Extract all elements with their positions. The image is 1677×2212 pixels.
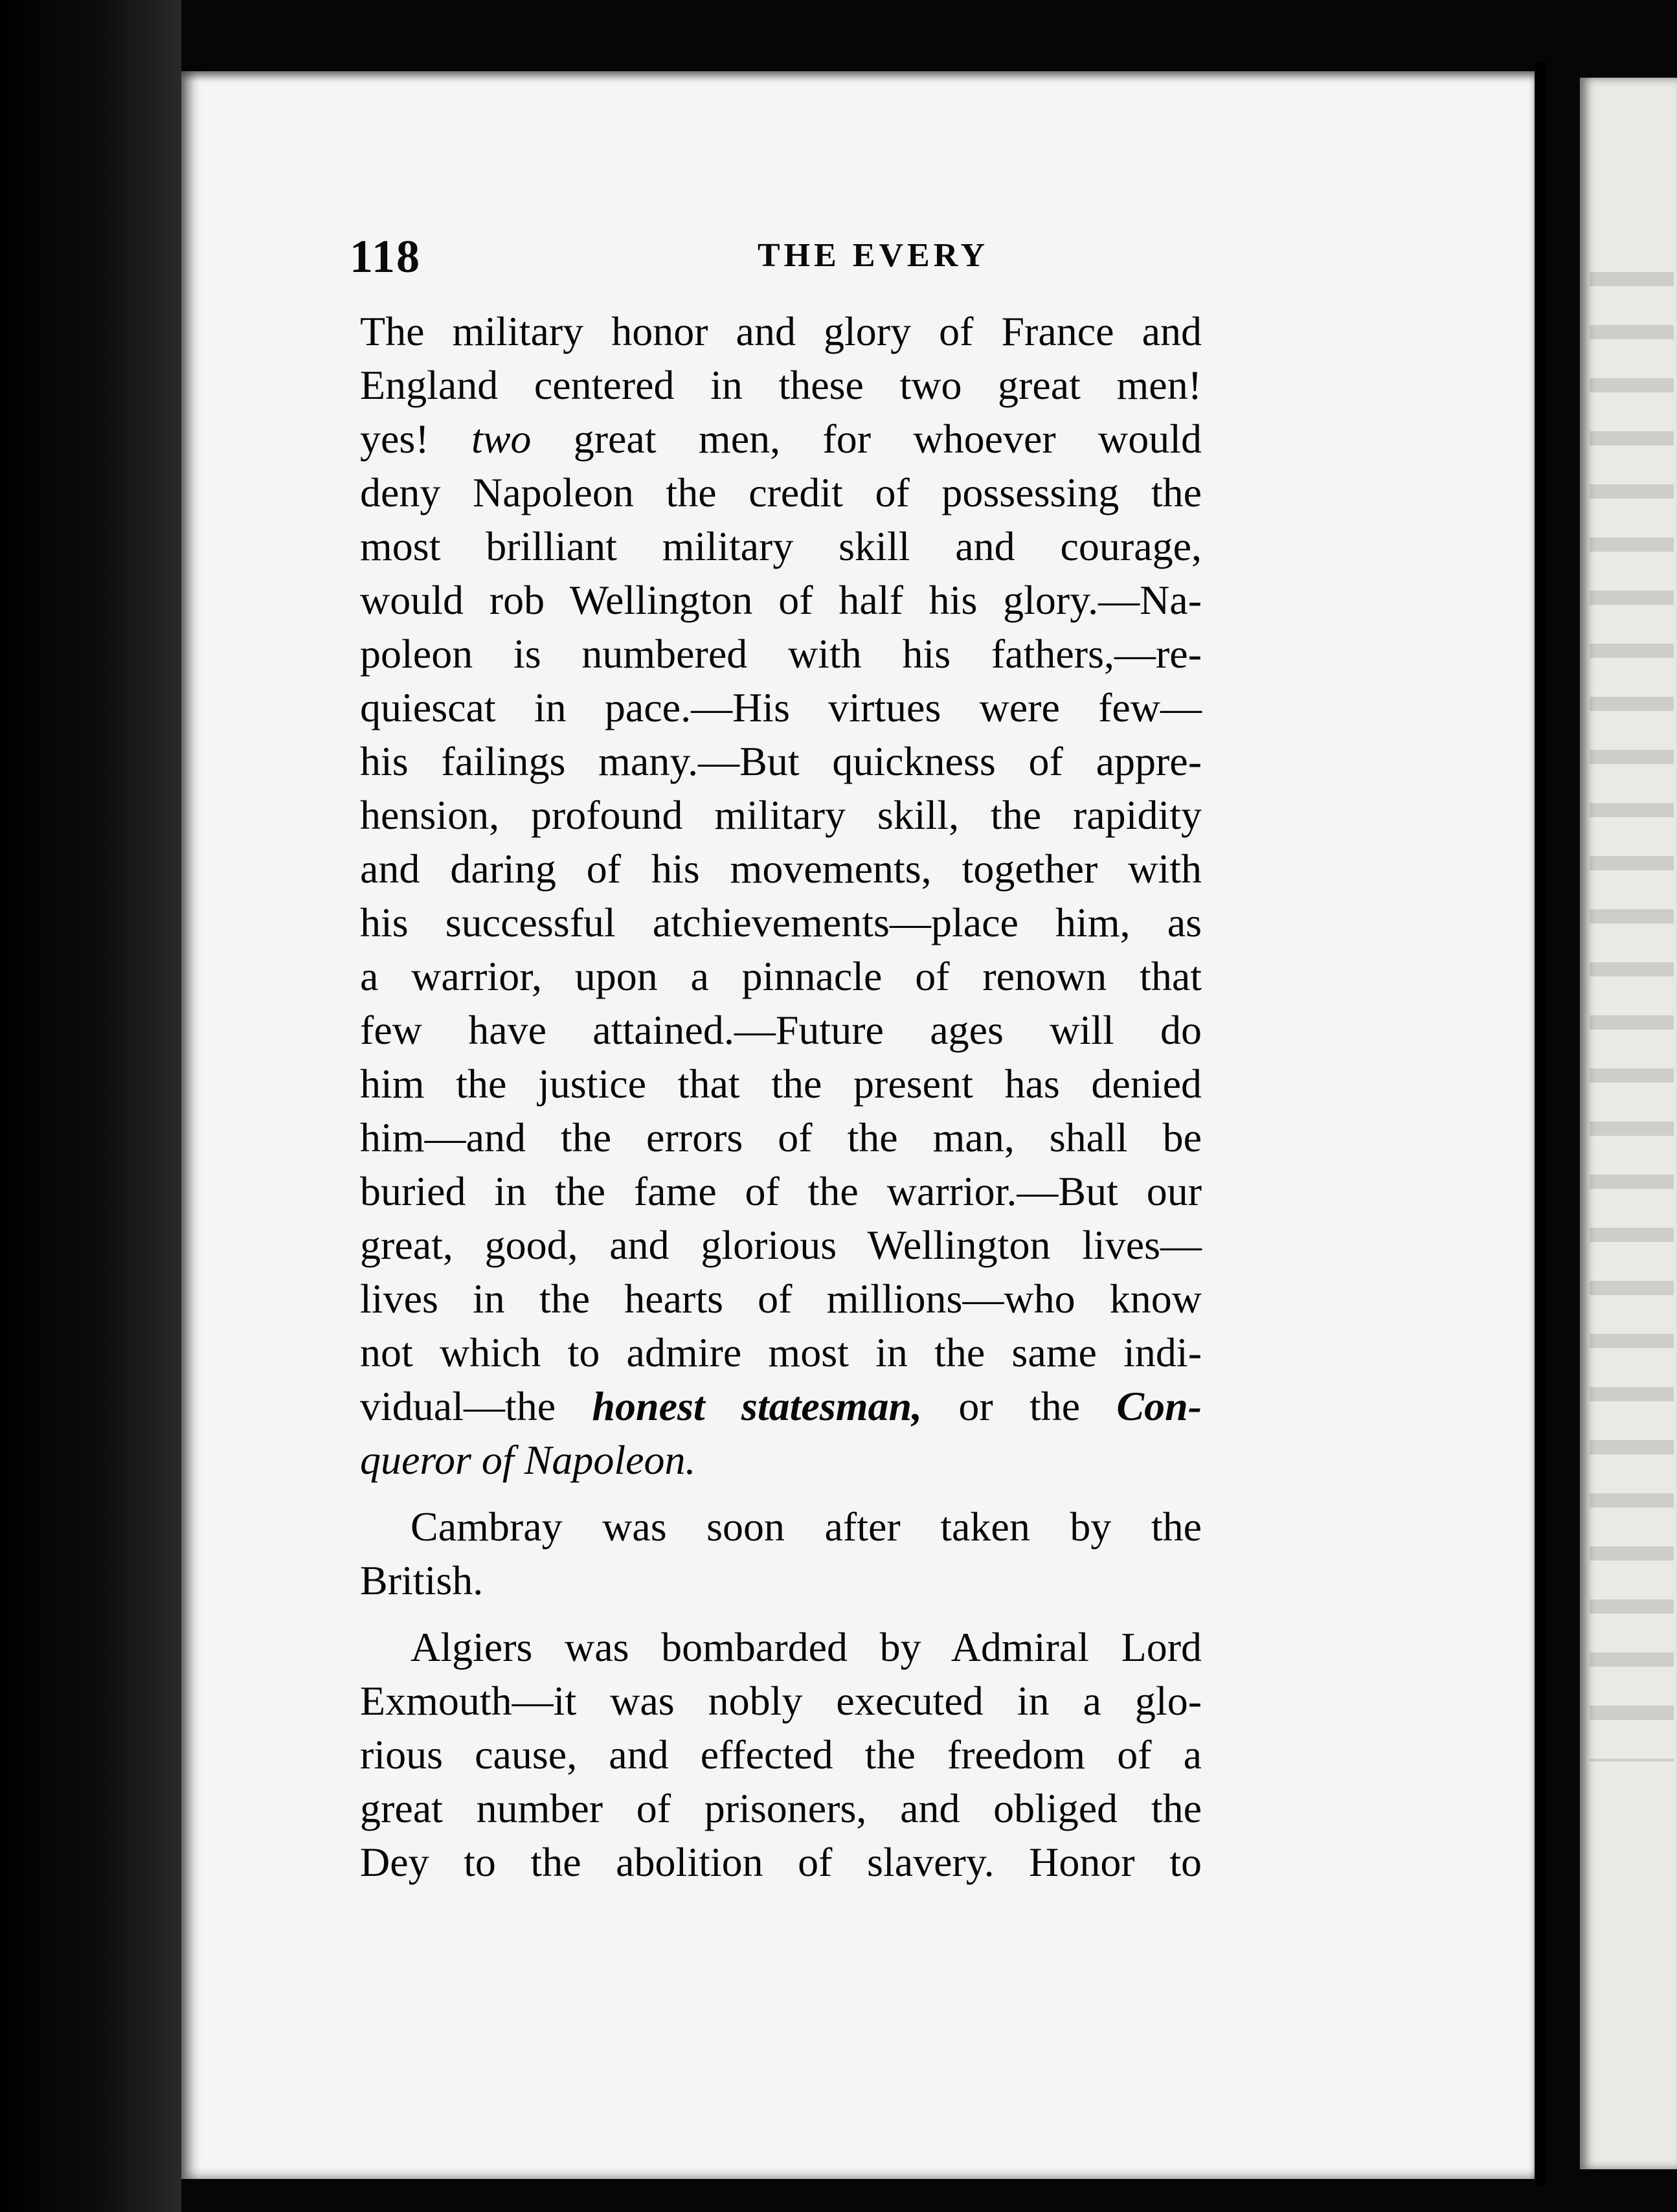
text-line xyxy=(360,627,1202,681)
facing-page-bleed-through xyxy=(1590,272,1674,1761)
text-segment: most brilliant military skill and courage, xyxy=(360,523,1202,569)
text-segment: his successful atchievements—place him, as xyxy=(360,899,1202,945)
text-line xyxy=(360,1781,1202,1835)
text-segment: great men, for whoever would xyxy=(531,416,1202,462)
book-spine-shadow xyxy=(0,0,181,2212)
text-segment: him—and the errors of the man, shall be xyxy=(360,1114,1202,1160)
text-segment: buried in the fame of the warrior.—But our xyxy=(360,1168,1202,1214)
text-line xyxy=(360,1164,1202,1218)
text-line xyxy=(360,1057,1202,1111)
text-line xyxy=(360,1326,1202,1379)
text-line xyxy=(360,1433,1202,1487)
text-segment: and daring of his movements, together with xyxy=(360,846,1202,892)
text-line xyxy=(360,1272,1202,1326)
text-segment: two xyxy=(471,416,532,462)
text-segment: deny Napoleon the credit of possessing the xyxy=(360,469,1202,515)
body-text xyxy=(360,304,1202,1889)
text-line xyxy=(360,519,1202,573)
text-segment: The military honor and glory of France and xyxy=(360,308,1202,354)
text-line xyxy=(360,466,1202,519)
text-line xyxy=(360,304,1202,358)
text-segment: great number of prisoners, and obliged the xyxy=(360,1785,1202,1831)
text-line xyxy=(360,1620,1202,1674)
text-line xyxy=(360,1500,1202,1553)
text-line xyxy=(360,681,1202,734)
text-segment: few have attained.—Future ages will do xyxy=(360,1007,1202,1053)
text-segment: not which to admire most in the same indi- xyxy=(360,1329,1202,1375)
text-segment: Cambray was soon after taken by the xyxy=(411,1504,1202,1550)
text-line xyxy=(360,412,1202,466)
text-segment: him the justice that the present has denied xyxy=(360,1061,1202,1107)
page-gutter-edge xyxy=(1536,62,1546,2185)
text-segment: hension, profound military skill, the rapidity xyxy=(360,792,1202,838)
text-line xyxy=(360,1835,1202,1889)
text-segment: great, good, and glorious Wellington lives— xyxy=(360,1222,1202,1268)
text-segment: Exmouth—it was nobly executed in a glo- xyxy=(360,1678,1202,1724)
text-segment: British. xyxy=(360,1557,484,1603)
text-line xyxy=(360,842,1202,896)
running-title: THE EVERY xyxy=(758,237,989,274)
text-segment: vidual—the xyxy=(360,1383,592,1429)
text-line xyxy=(360,1553,1202,1607)
text-segment: Algiers was bombarded by Admiral Lord xyxy=(411,1624,1202,1670)
text-line xyxy=(360,358,1202,412)
text-line xyxy=(360,1728,1202,1781)
text-line xyxy=(360,896,1202,949)
text-line xyxy=(360,1003,1202,1057)
page-number: 118 xyxy=(350,231,422,282)
text-line xyxy=(360,1218,1202,1272)
text-segment: his failings many.—But quickness of appre- xyxy=(360,738,1202,784)
text-segment: Con- xyxy=(1116,1383,1202,1429)
text-line xyxy=(360,949,1202,1003)
text-segment: queror of Napoleon. xyxy=(360,1437,696,1483)
running-header xyxy=(350,230,1217,282)
text-segment: rious cause, and effected the freedom of a xyxy=(360,1732,1202,1778)
text-segment: would rob Wellington of half his glory.—Na- xyxy=(360,577,1202,623)
text-line xyxy=(360,1379,1202,1433)
text-line xyxy=(360,734,1202,788)
text-segment: lives in the hearts of millions—who know xyxy=(360,1276,1202,1322)
text-segment: a warrior, upon a pinnacle of renown that xyxy=(360,953,1202,999)
text-line xyxy=(360,788,1202,842)
text-segment: poleon is numbered with his fathers,—re- xyxy=(360,631,1202,677)
text-line xyxy=(360,1111,1202,1164)
text-segment: quiescat in pace.—His virtues were few— xyxy=(360,684,1202,730)
text-segment: Dey to the abolition of slavery. Honor to xyxy=(360,1839,1202,1885)
text-segment: honest statesman, xyxy=(592,1383,923,1429)
text-segment: yes! xyxy=(360,416,471,462)
text-line xyxy=(360,1674,1202,1728)
text-segment: England centered in these two great men! xyxy=(360,362,1202,408)
text-segment: or the xyxy=(922,1383,1117,1429)
text-line xyxy=(360,573,1202,627)
